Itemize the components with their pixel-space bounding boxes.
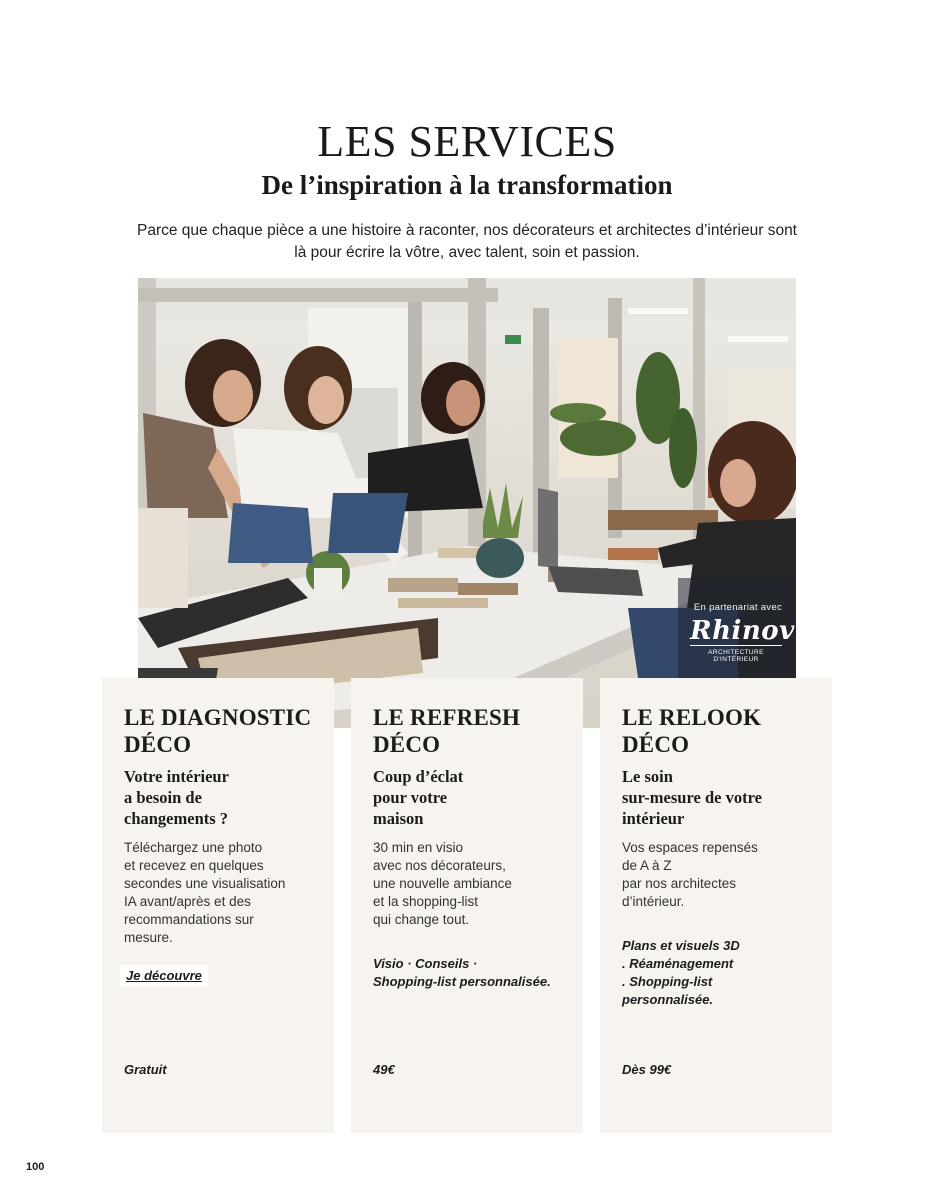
intro-paragraph xyxy=(90,220,844,264)
card-description-line: une nouvelle ambiance xyxy=(373,876,512,891)
card-title-line: LE DIAGNOSTIC xyxy=(124,705,312,730)
card-price: 49€ xyxy=(373,1062,395,1077)
partner-badge xyxy=(690,602,795,663)
card-subtitle-line: maison xyxy=(373,809,424,828)
card-feature-line: . Shopping-list xyxy=(622,974,713,989)
card-description-line: Téléchargez une photo xyxy=(124,840,263,855)
card-description-line: et recevez en quelques xyxy=(124,858,264,873)
service-card-diagnostic xyxy=(102,678,334,1133)
card-description-line: recommandations sur xyxy=(124,912,254,927)
page-number: 100 xyxy=(26,1161,45,1173)
card-description xyxy=(373,839,561,929)
card-subtitle xyxy=(124,766,312,829)
card-title xyxy=(622,704,810,758)
card-feature-line: Visio · Conseils · xyxy=(373,956,478,971)
card-description-line: d’intérieur. xyxy=(622,894,685,909)
card-description-line: IA avant/après et des xyxy=(124,894,251,909)
card-subtitle-line: intérieur xyxy=(622,809,685,828)
card-subtitle xyxy=(622,766,810,829)
card-subtitle-line: Coup d’éclat xyxy=(373,767,464,786)
card-title xyxy=(373,704,561,758)
partner-tagline: ARCHITECTURE D'INTÉRIEUR xyxy=(708,649,764,663)
card-description xyxy=(124,839,312,947)
service-card-refresh xyxy=(351,678,583,1133)
partner-text: En partenariat avec xyxy=(693,602,782,613)
page-subtitle: De l’inspiration à la transformation xyxy=(261,170,673,200)
card-description-line: par nos architectes xyxy=(622,876,737,891)
office-team-photo xyxy=(138,278,796,728)
card-description-line: secondes une visualisation xyxy=(124,876,286,891)
card-feature-line: . Réaménagement xyxy=(622,956,734,971)
card-price: Gratuit xyxy=(124,1062,167,1077)
intro-line: là pour écrire la vôtre, avec talent, soin et passion. xyxy=(294,244,640,261)
card-feature-line: Shopping-list personnalisée. xyxy=(373,974,551,989)
card-price: Dès 99€ xyxy=(622,1062,672,1077)
card-subtitle-line: sur-mesure de votre xyxy=(622,788,762,807)
discover-link[interactable]: Je découvre xyxy=(120,965,208,986)
card-subtitle-line: a besoin de xyxy=(124,788,202,807)
card-description xyxy=(622,839,810,911)
card-features xyxy=(622,937,810,1009)
card-feature-line: personnalisée. xyxy=(622,992,714,1007)
card-description-line: qui change tout. xyxy=(373,912,470,927)
card-title-line: DÉCO xyxy=(124,732,192,757)
card-description-line: de A à Z xyxy=(622,858,672,873)
page-title: LES SERVICES xyxy=(317,117,617,166)
card-subtitle-line: Le soin xyxy=(622,767,673,786)
service-card-relook xyxy=(600,678,832,1133)
card-description-line: mesure. xyxy=(124,930,173,945)
intro-line: Parce que chaque pièce a une histoire à raconter, nos décorateurs et architectes d’intérieur sont xyxy=(136,222,797,239)
card-title-line: DÉCO xyxy=(622,732,690,757)
card-description-line: 30 min en visio xyxy=(373,840,464,855)
card-features xyxy=(373,955,561,991)
card-title-line: DÉCO xyxy=(373,732,441,757)
card-subtitle xyxy=(373,766,561,829)
card-title xyxy=(124,704,312,758)
card-subtitle-line: Votre intérieur xyxy=(124,767,229,786)
card-description-line: Vos espaces repensés xyxy=(622,840,758,855)
card-title-line: LE REFRESH xyxy=(373,705,521,730)
card-feature-line: Plans et visuels 3D xyxy=(622,938,740,953)
rhinov-logo: Rhinov xyxy=(690,616,795,646)
card-title-line: LE RELOOK xyxy=(622,705,762,730)
card-description-line: et la shopping-list xyxy=(373,894,479,909)
card-description-line: avec nos décorateurs, xyxy=(373,858,506,873)
card-subtitle-line: changements ? xyxy=(124,809,229,828)
card-subtitle-line: pour votre xyxy=(373,788,448,807)
